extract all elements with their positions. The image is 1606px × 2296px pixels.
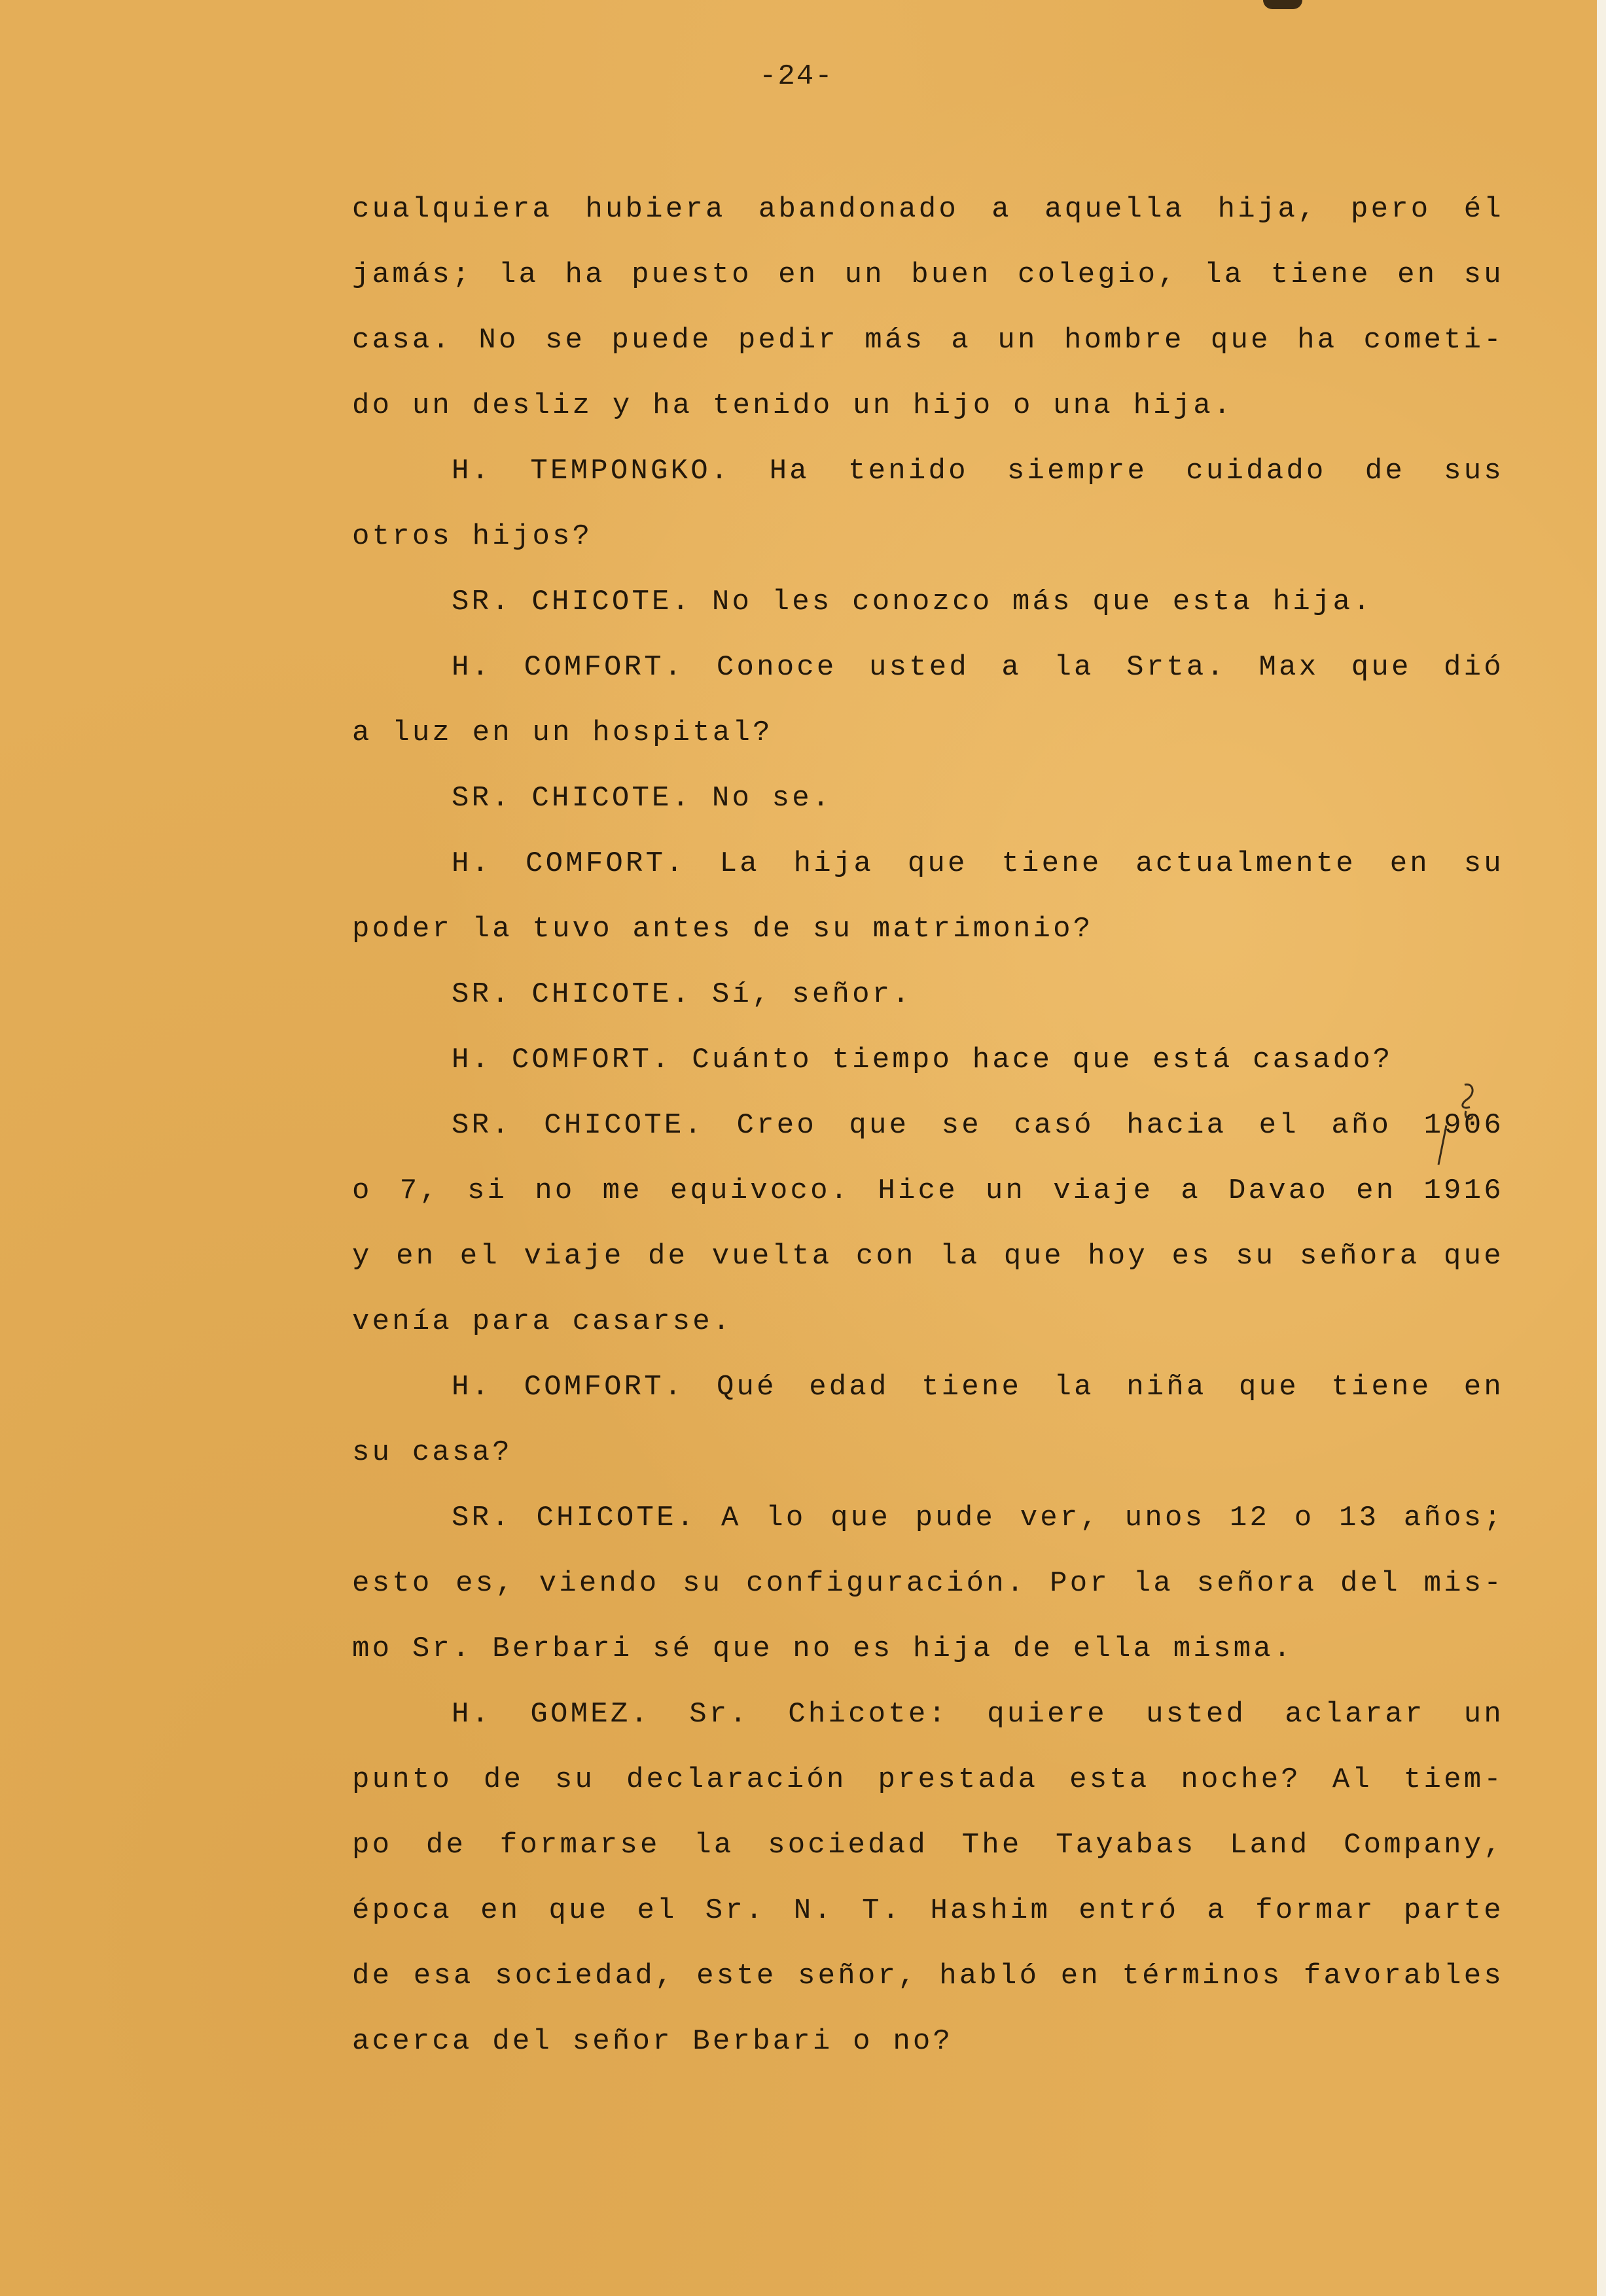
body-text	[352, 188, 1504, 2086]
text-line: o 7, si no me equivoco. Hice un viaje a Davao en 1916	[352, 1174, 1504, 1207]
text-line: SR. CHICOTE. No les conozco más que esta hija.	[452, 586, 1373, 618]
text-line: jamás; la ha puesto en un buen colegio, la tiene en su	[352, 258, 1504, 291]
text-line: a luz en un hospital?	[352, 716, 773, 749]
text-line: SR. CHICOTE. A lo que pude ver, unos 12 o 13 años;	[452, 1502, 1504, 1534]
page-number: -24-	[759, 60, 834, 93]
text-line: venía para casarse.	[352, 1305, 733, 1338]
text-line: poder la tuvo antes de su matrimonio?	[352, 913, 1094, 945]
text-line: casa. No se puede pedir más a un hombre que ha cometi-	[352, 324, 1504, 357]
text-line: punto de su declaración prestada esta noche? Al tiem-	[352, 1763, 1504, 1796]
text-line: do un desliz y ha tenido un hijo o una hija.	[352, 389, 1234, 422]
text-line: H. TEMPONGKO. Ha tenido siempre cuidado de sus	[452, 455, 1504, 487]
text-line: época en que el Sr. N. T. Hashim entró a formar parte	[352, 1894, 1504, 1927]
text-line: SR. CHICOTE. No se.	[452, 782, 832, 815]
text-line: su casa?	[352, 1436, 512, 1469]
text-line: H. GOMEZ. Sr. Chicote: quiere usted aclarar un	[452, 1698, 1504, 1731]
text-line: H. COMFORT. Qué edad tiene la niña que tiene en	[452, 1371, 1504, 1404]
text-line: H. COMFORT. Cuánto tiempo hace que está casado?	[452, 1044, 1393, 1076]
text-line: acerca del señor Berbari o no?	[352, 2025, 954, 2058]
text-line: otros hijos?	[352, 520, 593, 553]
text-line: mo Sr. Berbari sé que no es hija de ella misma.	[352, 1633, 1294, 1665]
text-line: H. COMFORT. Conoce usted a la Srta. Max que dió	[452, 651, 1504, 684]
text-line: cualquiera hubiera abandonado a aquella hija, pero él	[352, 193, 1504, 226]
text-line: y en el viaje de vuelta con la que hoy es su señora que	[352, 1240, 1504, 1273]
handwritten-mark	[1433, 1080, 1486, 1178]
text-line: H. COMFORT. La hija que tiene actualmente en su	[452, 847, 1504, 880]
paper-edge	[1597, 0, 1606, 2296]
text-line: esto es, viendo su configuración. Por la señora del mis-	[352, 1567, 1504, 1600]
text-line: SR. CHICOTE. Sí, señor.	[452, 978, 912, 1011]
text-line: po de formarse la sociedad The Tayabas Land Company,	[352, 1829, 1504, 1862]
top-edge-mark	[1263, 0, 1302, 9]
text-line: de esa sociedad, este señor, habló en términos favorables	[352, 1960, 1504, 1992]
text-line: SR. CHICOTE. Creo que se casó hacia el año 1906	[452, 1109, 1504, 1142]
